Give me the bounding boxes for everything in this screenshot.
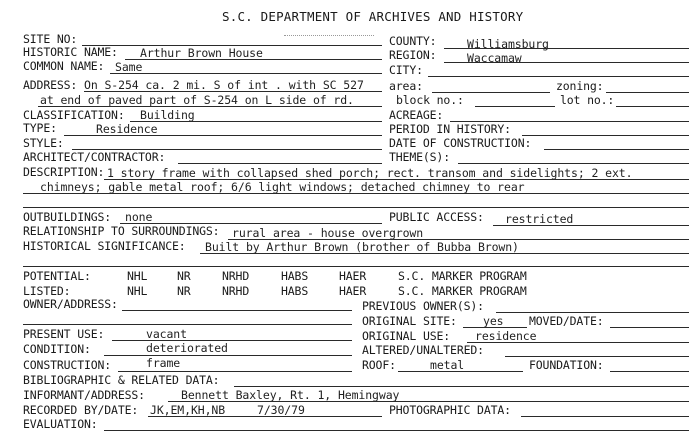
site-no-label: SITE NO:: [23, 32, 78, 46]
photographic-label: PHOTOGRAPHIC DATA:: [389, 403, 511, 417]
description-line3-rule: [23, 207, 689, 208]
public-access-line: [493, 225, 689, 226]
photographic-line: [521, 416, 689, 417]
significance-line2: [23, 266, 689, 267]
relationship-value: rural area - house overgrown: [232, 226, 424, 240]
type-line: [64, 135, 382, 136]
relationship-label: RELATIONSHIP TO SURROUNDINGS:: [23, 224, 220, 238]
historic-name-line: [125, 59, 382, 60]
previous-owner-line: [496, 312, 689, 313]
owner-line2: [23, 324, 352, 325]
form-title: S.C. DEPARTMENT OF ARCHIVES AND HISTORY: [222, 9, 524, 24]
bibliographic-line: [234, 386, 689, 387]
significance-label: HISTORICAL SIGNIFICANCE:: [23, 239, 186, 253]
lot-no-label: lot no.:: [560, 93, 615, 107]
type-label: TYPE:: [23, 121, 57, 135]
period-line: [522, 135, 689, 136]
potential-habs: HABS: [281, 269, 309, 283]
classification-label: CLASSIFICATION:: [23, 108, 125, 122]
condition-line: [104, 355, 352, 356]
listed-nr: NR: [177, 284, 191, 298]
condition-label: CONDITION:: [23, 342, 91, 356]
original-site-value: yes: [483, 314, 504, 328]
description-line2-rule: [23, 193, 689, 194]
potential-nhl: NHL: [127, 269, 148, 283]
address-line2-rule: [38, 106, 382, 107]
informant-line: [168, 401, 689, 402]
address-line1: On S-254 ca. 2 mi. S of int . with SC 527: [84, 78, 364, 92]
listed-habs: HABS: [281, 284, 309, 298]
public-access-label: PUBLIC ACCESS:: [389, 210, 484, 224]
classification-value: Building: [140, 108, 195, 122]
city-label: CITY:: [389, 63, 423, 77]
potential-haer: HAER: [339, 269, 367, 283]
recorded-date-value: 7/30/79: [257, 403, 305, 417]
description-line2: chimneys; gable metal roof; 6/6 light windows; detached chimney to rear: [40, 180, 525, 194]
region-value: Waccamaw: [467, 51, 522, 65]
condition-value: deteriorated: [146, 341, 228, 355]
acreage-label: ACREAGE:: [389, 108, 444, 122]
region-line: [444, 62, 689, 63]
listed-nrhd: NRHD: [222, 284, 250, 298]
period-label: PERIOD IN HISTORY:: [389, 122, 511, 136]
altered-label: ALTERED/UNALTERED:: [362, 343, 484, 357]
date-construction-line: [544, 149, 689, 150]
listed-haer: HAER: [339, 284, 367, 298]
listed-marker: S.C. MARKER PROGRAM: [398, 284, 527, 298]
listed-label: LISTED:: [23, 284, 71, 298]
potential-label: POTENTIAL:: [23, 269, 91, 283]
evaluation-line: [104, 430, 689, 431]
city-line: [428, 76, 689, 77]
roof-label: ROOF:: [362, 358, 396, 372]
roof-value: metal: [430, 358, 465, 372]
address-line1-rule: [84, 91, 382, 92]
common-name-line: [110, 73, 382, 74]
original-use-line: [467, 342, 689, 343]
foundation-label: FOUNDATION:: [529, 358, 604, 372]
significance-value: Built by Arthur Brown (brother of Bubba Brown): [205, 240, 519, 254]
date-construction-label: DATE OF CONSTRUCTION:: [389, 136, 532, 150]
architect-line: [178, 163, 382, 164]
outbuildings-value: none: [125, 210, 153, 224]
original-site-line: [463, 327, 527, 328]
potential-nr: NR: [177, 269, 191, 283]
roof-line: [398, 371, 523, 372]
informant-label: INFORMANT/ADDRESS:: [23, 388, 145, 402]
historic-name-label: HISTORIC NAME:: [23, 45, 118, 59]
bibliographic-label: BIBLIOGRAPHIC & RELATED DATA:: [23, 373, 220, 387]
altered-line: [505, 356, 689, 357]
public-access-value: restricted: [505, 212, 574, 226]
original-use-label: ORIGINAL USE:: [362, 329, 451, 343]
region-label: REGION:: [389, 48, 437, 62]
architect-label: ARCHITECT/CONTRACTOR:: [23, 150, 166, 164]
original-site-label: ORIGINAL SITE:: [362, 314, 457, 328]
potential-nrhd: NRHD: [222, 269, 250, 283]
dotted-mark: [284, 35, 374, 36]
recorded-by-value: JK,EM,KH,NB: [150, 403, 226, 417]
classification-line: [130, 121, 382, 122]
construction-line: [118, 371, 352, 372]
owner-line: [122, 310, 352, 311]
zoning-label: zoning:: [556, 79, 604, 93]
construction-label: CONSTRUCTION:: [23, 358, 112, 372]
address-line2: at end of paved part of S-254 on L side of rd.: [40, 93, 354, 107]
common-name-label: COMMON NAME:: [23, 59, 105, 73]
themes-label: THEME(S):: [389, 150, 450, 164]
zoning-line: [606, 92, 689, 93]
outbuildings-label: OUTBUILDINGS:: [23, 210, 112, 224]
type-value: Residence: [96, 122, 158, 136]
recorded-label: RECORDED BY/DATE:: [23, 403, 139, 417]
historic-name-value: Arthur Brown House: [140, 46, 263, 60]
county-value: Williamsburg: [467, 37, 549, 51]
block-no-label: block no.:: [396, 93, 464, 107]
present-use-label: PRESENT USE:: [23, 327, 105, 341]
block-no-line: [475, 106, 555, 107]
owner-label: OWNER/ADDRESS:: [23, 297, 118, 311]
previous-owner-label: PREVIOUS OWNER(S):: [362, 299, 484, 313]
common-name-value: Same: [115, 60, 143, 74]
moved-date-line: [610, 327, 689, 328]
informant-value: Bennett Baxley, Rt. 1, Hemingway: [181, 388, 400, 402]
evaluation-label: EVALUATION:: [23, 417, 98, 431]
foundation-line: [610, 371, 689, 372]
moved-date-label: MOVED/DATE:: [529, 314, 604, 328]
county-label: COUNTY:: [389, 34, 437, 48]
lot-no-line: [616, 106, 689, 107]
style-label: STYLE:: [23, 136, 64, 150]
significance-line: [200, 253, 689, 254]
county-line: [444, 48, 689, 49]
original-use-value: residence: [475, 329, 537, 343]
themes-line: [458, 163, 689, 164]
recorded-line: [148, 416, 382, 417]
area-label: area:: [389, 79, 423, 93]
address-label: ADDRESS:: [23, 78, 78, 92]
construction-value: frame: [146, 356, 181, 370]
potential-marker: S.C. MARKER PROGRAM: [398, 269, 527, 283]
description-line1: 1 story frame with collapsed shed porch; rect. transom and sidelights; 2 ext.: [107, 166, 633, 180]
description-label: DESCRIPTION:: [23, 165, 105, 179]
present-use-value: vacant: [146, 327, 187, 341]
listed-nhl: NHL: [127, 284, 148, 298]
